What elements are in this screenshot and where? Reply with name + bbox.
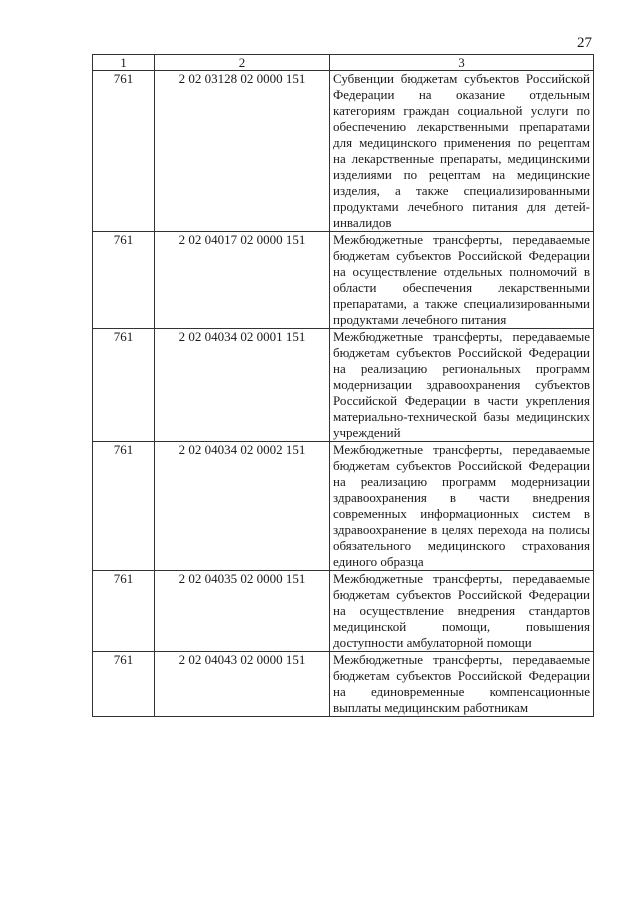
column-header-3: 3: [330, 55, 594, 71]
table-row: [93, 71, 594, 232]
budget-code-cell: 2 02 04034 02 0002 151: [155, 442, 330, 571]
description-cell: Межбюджетные трансферты, передаваемые бюджетам субъектов Российской Федерации на осуществление отдельных полномочий в области обеспечения лекарственными препаратами, а также специализированными продуктами лечебного питания: [330, 232, 594, 329]
page-number: 27: [577, 35, 592, 51]
budget-code-cell: 2 02 03128 02 0000 151: [155, 71, 330, 232]
budget-code-cell: 2 02 04017 02 0000 151: [155, 232, 330, 329]
budget-classification-table: [92, 54, 594, 717]
column-header-1: 1: [93, 55, 155, 71]
admin-code-cell: 761: [93, 652, 155, 717]
column-header-2: 2: [155, 55, 330, 71]
table-header: [93, 55, 594, 71]
table-row: [93, 329, 594, 442]
table-body: [93, 71, 594, 717]
description-cell: Межбюджетные трансферты, передаваемые бюджетам субъектов Российской Федерации на осуществление внедрения стандартов медицинской помощи, повышения доступности амбулаторной помощи: [330, 571, 594, 652]
table-row: [93, 652, 594, 717]
description-cell: Субвенции бюджетам субъектов Российской Федерации на оказание отдельным категориям граждан социальной услуги по обеспечению лекарственными препаратами для медицинского применения по рецептам на лекарственные препараты, медицинскими изделиями по рецептам на медицинские изделия, а также специализированными продуктами лечебного питания для детей-инвалидов: [330, 71, 594, 232]
admin-code-cell: 761: [93, 71, 155, 232]
budget-code-cell: 2 02 04043 02 0000 151: [155, 652, 330, 717]
admin-code-cell: 761: [93, 232, 155, 329]
budget-code-cell: 2 02 04035 02 0000 151: [155, 571, 330, 652]
admin-code-cell: 761: [93, 329, 155, 442]
budget-code-cell: 2 02 04034 02 0001 151: [155, 329, 330, 442]
admin-code-cell: 761: [93, 571, 155, 652]
description-cell: Межбюджетные трансферты, передаваемые бюджетам субъектов Российской Федерации на реализацию программ модернизации здравоохранения в части внедрения современных информационных систем в здравоохранение в целях перехода на полисы обязательного медицинского страхования единого образца: [330, 442, 594, 571]
header-row: [93, 55, 594, 71]
description-cell: Межбюджетные трансферты, передаваемые бюджетам субъектов Российской Федерации на единовременные компенсационные выплаты медицинским работникам: [330, 652, 594, 717]
admin-code-cell: 761: [93, 442, 155, 571]
description-cell: Межбюджетные трансферты, передаваемые бюджетам субъектов Российской Федерации на реализацию региональных программ модернизации здравоохранения субъектов Российской Федерации в части укрепления материально-технической базы медицинских учреждений: [330, 329, 594, 442]
table-row: [93, 232, 594, 329]
table-row: [93, 442, 594, 571]
table-row: [93, 571, 594, 652]
